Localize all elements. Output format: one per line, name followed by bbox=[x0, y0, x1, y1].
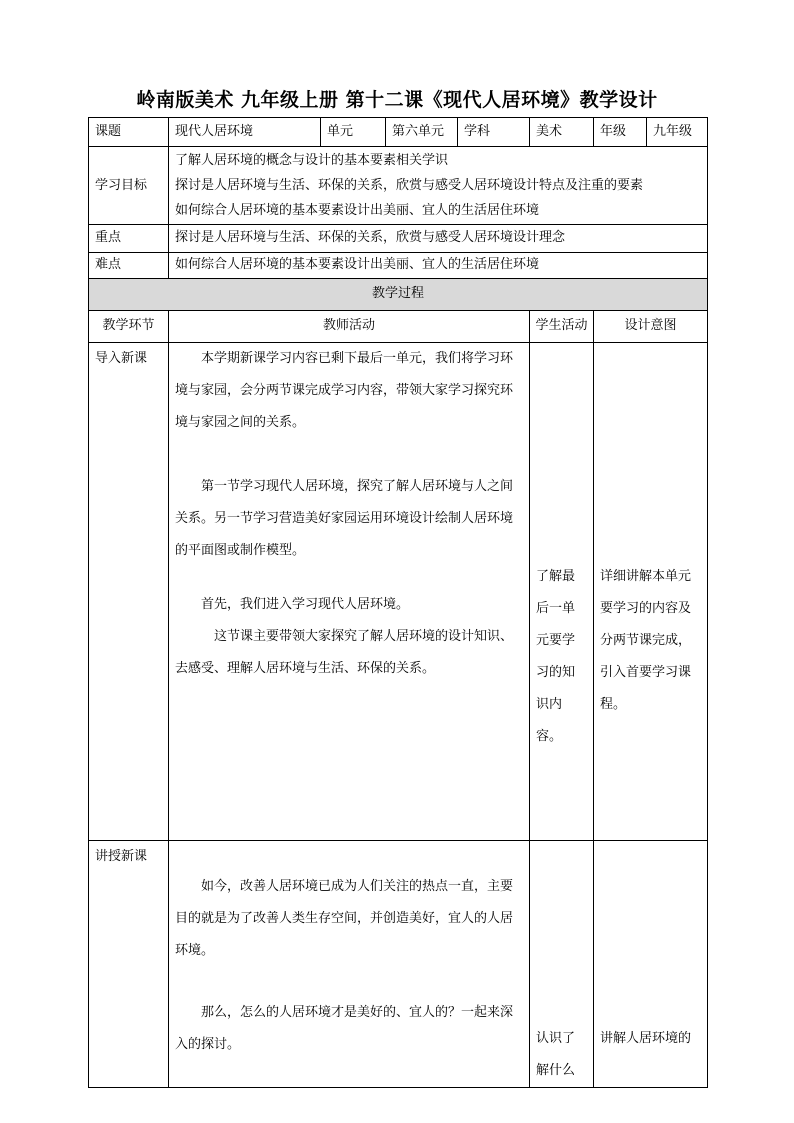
section-row bbox=[89, 841, 708, 1088]
unit-label: 单元 bbox=[321, 118, 386, 147]
goal-item: 了解人居环境的概念与设计的基本要素相关学识 bbox=[175, 153, 449, 168]
goals-row bbox=[89, 147, 708, 225]
teacher-paragraph: 第一节学习现代人居环境，探究了解人居环境与人之间关系。另一节学习营造美好家园运用环境设计绘制人居环境的平面图或制作模型。 bbox=[175, 479, 514, 558]
student-activity: 认识了解什么 bbox=[530, 841, 594, 1088]
teacher-paragraph: 首先，我们进入学习现代人居环境。 bbox=[201, 597, 410, 612]
grade-label: 年级 bbox=[594, 118, 647, 147]
document-title: 岭南版美术 九年级上册 第十二课《现代人居环境》教学设计 bbox=[136, 89, 658, 111]
stage-name: 导入新课 bbox=[89, 343, 169, 841]
col-intent-header: 设计意图 bbox=[594, 311, 708, 343]
teacher-paragraph: 本学期新课学习内容已剩下最后一单元，我们将学习环境与家园，会分两节课完成学习内容，带领大家学习探究环境与家园之间的关系。 bbox=[175, 351, 514, 430]
col-teacher-header: 教师活动 bbox=[169, 311, 530, 343]
teacher-paragraph: 那么，怎么的人居环境才是美好的、宜人的？一起来深入的探讨。 bbox=[175, 1005, 514, 1052]
subject-value: 美术 bbox=[530, 118, 594, 147]
key-point-label: 重点 bbox=[89, 225, 169, 253]
teacher-paragraph: 如今，改善人居环境已成为人们关注的热点一直，主要目的就是为了改善人类生存空间，并创造美好，宜人的人居环境。 bbox=[175, 879, 514, 958]
info-row bbox=[89, 118, 708, 147]
difficulty-label: 难点 bbox=[89, 253, 169, 279]
section-row bbox=[89, 343, 708, 841]
goal-item: 探讨是人居环境与生活、环保的关系，欣赏与感受人居环境设计特点及注重的要素 bbox=[175, 178, 644, 193]
student-activity: 了解最后一单元要学习的知识内容。 bbox=[530, 343, 594, 841]
subject-label: 学科 bbox=[458, 118, 530, 147]
difficulty-row bbox=[89, 253, 708, 279]
process-header-row bbox=[89, 279, 708, 311]
teacher-activity bbox=[169, 343, 530, 841]
teacher-activity bbox=[169, 841, 530, 1088]
unit-value: 第六单元 bbox=[386, 118, 458, 147]
key-point-row bbox=[89, 225, 708, 253]
goals-content bbox=[169, 147, 708, 225]
topic-value: 现代人居环境 bbox=[169, 118, 321, 147]
difficulty-value: 如何综合人居环境的基本要素设计出美丽、宜人的生活居住环境 bbox=[169, 253, 708, 279]
col-student-header: 学生活动 bbox=[530, 311, 594, 343]
column-header-row bbox=[89, 311, 708, 343]
col-stage-header: 教学环节 bbox=[89, 311, 169, 343]
lesson-plan-table bbox=[88, 117, 708, 1088]
grade-value: 九年级 bbox=[647, 118, 708, 147]
process-header: 教学过程 bbox=[89, 279, 708, 311]
key-point-value: 探讨是人居环境与生活、环保的关系，欣赏与感受人居环境设计理念 bbox=[169, 225, 708, 253]
teacher-paragraph: 这节课主要带领大家探究了解人居环境的设计知识、去感受、理解人居环境与生活、环保的关系。 bbox=[175, 629, 514, 676]
goal-item: 如何综合人居环境的基本要素设计出美丽、宜人的生活居住环境 bbox=[175, 203, 540, 218]
topic-label: 课题 bbox=[89, 118, 169, 147]
design-intent: 详细讲解本单元要学习的内容及分两节课完成，引入首要学习课程。 bbox=[594, 343, 708, 841]
stage-name: 讲授新课 bbox=[89, 841, 169, 1088]
goals-label: 学习目标 bbox=[89, 147, 169, 225]
design-intent: 讲解人居环境的 bbox=[594, 841, 708, 1088]
